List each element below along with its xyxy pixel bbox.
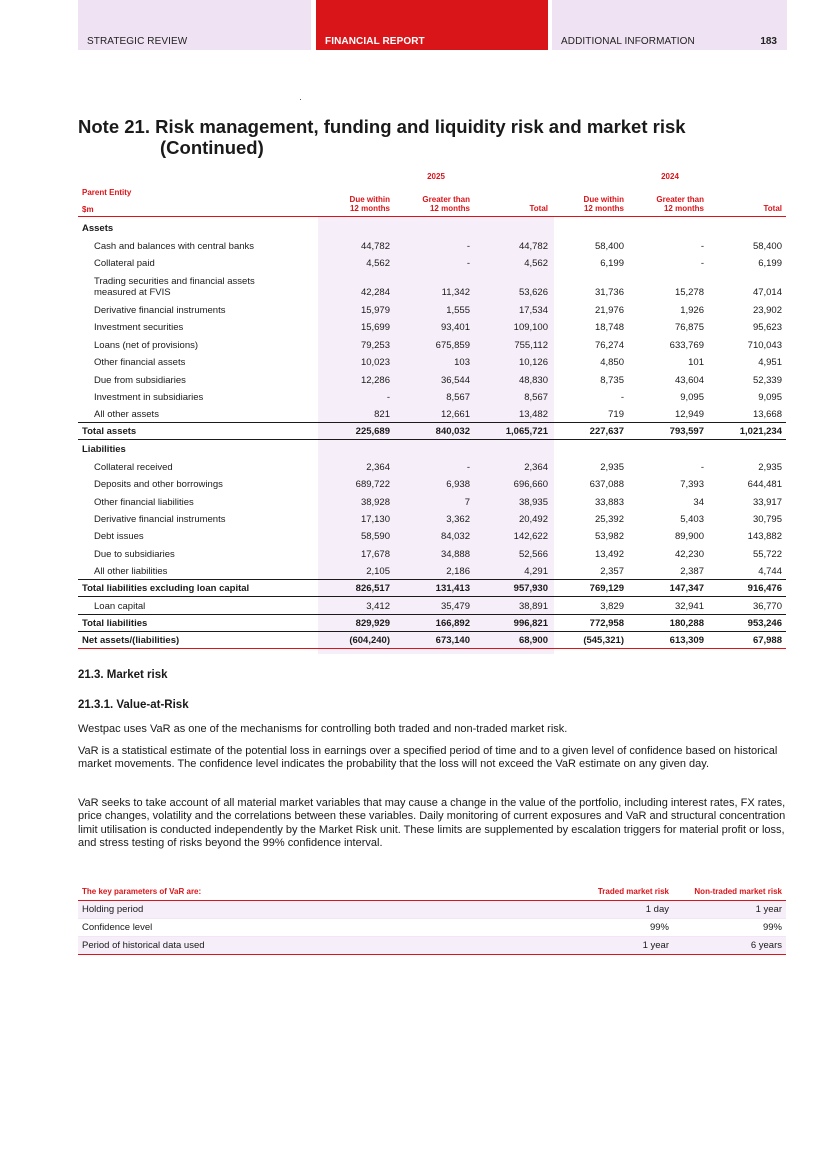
cell: 84,032 bbox=[440, 531, 470, 543]
row-label: Investment securities bbox=[94, 322, 184, 334]
var-header-label: The key parameters of VaR are: bbox=[82, 887, 202, 896]
table-row bbox=[78, 271, 786, 300]
cell: 109,100 bbox=[513, 322, 548, 334]
page-title bbox=[78, 116, 798, 158]
cell: 42,284 bbox=[360, 287, 390, 299]
table-row bbox=[78, 597, 786, 614]
cell: 89,900 bbox=[674, 531, 704, 543]
cell: 15,699 bbox=[360, 322, 390, 334]
col-header-due-within-2024: Due within 12 months bbox=[583, 195, 624, 213]
table-row bbox=[78, 370, 786, 387]
body-paragraph: VaR seeks to take account of all material market variables that may cause a change in the value of the portfolio, including interest rates, FX rates, price changes, volatility and the correlations between these variables. Daily monitoring of current exposures and VaR and structural concentration limit utilisation is conducted independently by the Market Risk unit. These limits are supplemented by escalation triggers for material profit or loss, and stress testing of risks beyond the 99% confidence interval. bbox=[78, 797, 786, 850]
cell: 99% bbox=[649, 922, 669, 933]
cell: 7,393 bbox=[680, 479, 704, 491]
tab-label: FINANCIAL REPORT bbox=[325, 36, 425, 47]
cell: 13,668 bbox=[752, 409, 782, 421]
cell: 3,412 bbox=[366, 601, 390, 613]
table-row bbox=[78, 236, 786, 253]
unit-label: $m bbox=[82, 205, 94, 214]
table-row bbox=[78, 492, 786, 509]
cell: 613,309 bbox=[669, 635, 704, 647]
cell: 47,014 bbox=[752, 287, 782, 299]
cell: 20,492 bbox=[518, 514, 548, 525]
cell: 34 bbox=[693, 496, 704, 508]
row-label: Derivative financial instruments bbox=[94, 304, 226, 316]
cell: 17,534 bbox=[518, 304, 548, 316]
header-rule bbox=[78, 216, 786, 217]
row-label: Period of historical data used bbox=[82, 940, 205, 951]
cell: 30,795 bbox=[752, 514, 782, 525]
total-row bbox=[78, 579, 786, 596]
cell: 12,286 bbox=[360, 374, 390, 386]
cell: - bbox=[620, 391, 624, 403]
table-row bbox=[78, 405, 786, 422]
cell: - bbox=[466, 240, 470, 252]
cell: 48,830 bbox=[518, 374, 548, 386]
cell: 10,023 bbox=[360, 357, 390, 369]
cell: 2,357 bbox=[600, 566, 624, 578]
table-row bbox=[78, 475, 786, 492]
table-row bbox=[78, 527, 786, 544]
cell: 769,129 bbox=[589, 582, 624, 594]
title-line-1: Note 21. Risk management, funding and liquidity risk and market risk bbox=[78, 116, 686, 137]
cell: 147,347 bbox=[669, 582, 704, 594]
cell: 9,095 bbox=[758, 391, 782, 403]
cell: 6,199 bbox=[758, 258, 782, 270]
cell: 2,364 bbox=[524, 461, 548, 473]
cell: 44,782 bbox=[518, 240, 548, 252]
cell: 1,926 bbox=[680, 304, 704, 316]
table-row bbox=[78, 254, 786, 271]
cell: 1,021,234 bbox=[739, 425, 782, 437]
cell: 99% bbox=[762, 922, 782, 933]
cell: 15,979 bbox=[360, 304, 390, 316]
entity-label: Parent Entity bbox=[82, 188, 132, 197]
section-nav bbox=[78, 0, 787, 50]
cell: 9,095 bbox=[680, 391, 704, 403]
cell: 13,492 bbox=[594, 548, 624, 560]
row-label: Net assets/(liabilities) bbox=[82, 635, 180, 647]
table-row bbox=[78, 440, 786, 457]
row-label: Deposits and other borrowings bbox=[94, 479, 223, 491]
net-assets-row bbox=[78, 632, 786, 649]
col-header-total-2025: Total bbox=[529, 203, 548, 213]
cell: 996,821 bbox=[513, 617, 548, 629]
cell: 755,112 bbox=[514, 339, 548, 351]
cell: 2,935 bbox=[600, 461, 624, 473]
cell: 25,392 bbox=[594, 514, 624, 525]
cell: 36,544 bbox=[440, 374, 470, 386]
cell: 710,043 bbox=[747, 339, 782, 351]
cell: 637,088 bbox=[589, 479, 624, 491]
cell: 1 year bbox=[642, 940, 669, 951]
var-parameters-table bbox=[78, 885, 786, 955]
table-row bbox=[78, 937, 786, 955]
cell: 38,891 bbox=[518, 601, 548, 613]
table-row bbox=[78, 919, 786, 937]
table-row bbox=[78, 457, 786, 474]
cell: 52,566 bbox=[518, 548, 548, 560]
balance-table bbox=[78, 219, 786, 649]
cell: 23,902 bbox=[752, 304, 782, 316]
col-header-greater-than-2025: Greater than 12 months bbox=[422, 195, 470, 213]
row-label: Debt issues bbox=[94, 531, 144, 543]
cell: 101 bbox=[688, 357, 704, 369]
cell: (604,240) bbox=[349, 635, 390, 647]
row-label: Collateral paid bbox=[94, 258, 155, 270]
page-number: 183 bbox=[760, 36, 777, 47]
cell: 53,626 bbox=[518, 287, 548, 299]
cell: 953,246 bbox=[747, 617, 782, 629]
section-heading: 21.3. Market risk bbox=[78, 669, 168, 681]
table-row bbox=[78, 300, 786, 317]
cell: 58,400 bbox=[594, 240, 624, 252]
cell: 12,949 bbox=[674, 409, 704, 421]
cell: 675,859 bbox=[435, 339, 470, 351]
cell: 6,938 bbox=[446, 479, 470, 491]
table-row bbox=[78, 562, 786, 579]
table-row bbox=[78, 901, 786, 919]
cell: 31,736 bbox=[594, 287, 624, 299]
cell: 43,604 bbox=[674, 374, 704, 386]
row-label: All other liabilities bbox=[94, 566, 168, 578]
cell: 36,770 bbox=[752, 601, 782, 613]
row-label: Loan capital bbox=[94, 601, 146, 613]
row-label: Collateral received bbox=[94, 461, 173, 473]
cell: 4,291 bbox=[524, 566, 548, 578]
cell: 689,722 bbox=[355, 479, 390, 491]
cell: 143,882 bbox=[747, 531, 782, 543]
cell: 18,748 bbox=[594, 322, 624, 334]
cell: 10,126 bbox=[518, 357, 548, 369]
cell: - bbox=[386, 391, 390, 403]
cell: 8,567 bbox=[524, 391, 548, 403]
cell: 33,917 bbox=[752, 496, 782, 508]
cell: 67,988 bbox=[752, 635, 782, 647]
var-header-traded: Traded market risk bbox=[597, 887, 669, 896]
cell: 166,892 bbox=[435, 617, 470, 629]
cell: (545,321) bbox=[583, 635, 624, 647]
cell: 17,678 bbox=[360, 548, 390, 560]
col-header-due-within-2025: Due within 12 months bbox=[349, 195, 390, 213]
cell: 103 bbox=[454, 357, 470, 369]
cell: 12,661 bbox=[440, 409, 470, 421]
cell: 58,400 bbox=[752, 240, 782, 252]
row-label: All other assets bbox=[94, 409, 159, 421]
cell: 4,951 bbox=[758, 357, 782, 369]
cell: 52,339 bbox=[752, 374, 782, 386]
cell: 33,883 bbox=[594, 496, 624, 508]
row-label: Derivative financial instruments bbox=[94, 514, 226, 525]
cell: - bbox=[466, 258, 470, 270]
cell: 5,403 bbox=[680, 514, 704, 525]
cell: - bbox=[700, 461, 704, 473]
row-label: Confidence level bbox=[82, 922, 153, 933]
table-row bbox=[78, 544, 786, 561]
cell: 34,888 bbox=[440, 548, 470, 560]
cell: 227,637 bbox=[589, 425, 624, 437]
table-row bbox=[78, 510, 786, 527]
table-row bbox=[78, 318, 786, 335]
cell: 6 years bbox=[750, 940, 782, 951]
cell: 793,597 bbox=[669, 425, 704, 437]
total-row bbox=[78, 614, 786, 631]
cell: 3,362 bbox=[446, 514, 470, 525]
cell: 131,413 bbox=[435, 582, 470, 594]
total-row bbox=[78, 422, 786, 439]
cell: 35,479 bbox=[440, 601, 470, 613]
cell: 826,517 bbox=[355, 582, 390, 594]
table-row bbox=[78, 353, 786, 370]
body-paragraph: Westpac uses VaR as one of the mechanisms for controlling both traded and non-traded market risk. bbox=[78, 723, 568, 735]
row-label: Total liabilities excluding loan capital bbox=[82, 582, 250, 594]
row-label: Trading securities and financial assets measured at FVIS bbox=[94, 276, 255, 299]
row-label: Investment in subsidiaries bbox=[94, 391, 204, 403]
row-label: Loans (net of provisions) bbox=[94, 339, 199, 351]
cell: 79,253 bbox=[360, 339, 390, 351]
body-paragraph: VaR is a statistical estimate of the potential loss in earnings over a specified period of time and to a given level of confidence based on historical market movements. The confidence level indicates the probability that the loss will not exceed the VaR estimate on any given day. bbox=[78, 745, 778, 771]
year-header-2025: 2025 bbox=[427, 172, 445, 181]
subsection-heading: 21.3.1. Value-at-Risk bbox=[78, 699, 189, 711]
row-label: Cash and balances with central banks bbox=[94, 240, 255, 252]
cell: 11,342 bbox=[441, 287, 470, 299]
cell: 2,105 bbox=[366, 566, 390, 578]
cell: 840,032 bbox=[435, 425, 470, 437]
tab-label: ADDITIONAL INFORMATION bbox=[561, 36, 695, 47]
cell: 13,482 bbox=[518, 409, 548, 421]
row-label: Other financial liabilities bbox=[94, 496, 194, 508]
cell: 2,387 bbox=[680, 566, 704, 578]
cell: - bbox=[700, 258, 704, 270]
cell: 8,735 bbox=[600, 374, 624, 386]
cell: 633,769 bbox=[669, 339, 704, 351]
cell: 1,065,721 bbox=[505, 425, 548, 437]
row-label: Total assets bbox=[82, 425, 137, 437]
table-row bbox=[78, 219, 786, 236]
row-label: Due from subsidiaries bbox=[94, 374, 186, 386]
title-line-2: (Continued) bbox=[160, 137, 264, 158]
row-label: Other financial assets bbox=[94, 357, 186, 369]
cell: 53,982 bbox=[594, 531, 624, 543]
cell: 957,930 bbox=[513, 582, 548, 594]
var-header-non-traded: Non-traded market risk bbox=[694, 887, 782, 896]
tab-financial-report[interactable] bbox=[316, 0, 548, 50]
cell: 38,935 bbox=[518, 496, 548, 508]
row-label: Holding period bbox=[82, 904, 144, 915]
cell: 772,958 bbox=[589, 617, 624, 629]
cell: 4,744 bbox=[758, 566, 782, 578]
cell: 719 bbox=[608, 409, 624, 421]
cell: 95,623 bbox=[752, 322, 782, 334]
cell: 2,186 bbox=[446, 566, 470, 578]
row-label: Liabilities bbox=[82, 444, 126, 456]
col-header-greater-than-2024: Greater than 12 months bbox=[656, 195, 704, 213]
cell: 180,288 bbox=[669, 617, 704, 629]
row-label: Assets bbox=[82, 223, 114, 235]
cell: 829,929 bbox=[355, 617, 390, 629]
year-header-2024: 2024 bbox=[661, 172, 679, 181]
cell: 4,562 bbox=[366, 258, 390, 270]
table-row bbox=[78, 388, 786, 405]
cell: 42,230 bbox=[674, 548, 704, 560]
cell: 673,140 bbox=[435, 635, 470, 647]
stray-mark bbox=[300, 99, 301, 100]
cell: 1,555 bbox=[446, 304, 470, 316]
cell: 821 bbox=[374, 409, 390, 421]
cell: 4,850 bbox=[600, 357, 624, 369]
cell: 44,782 bbox=[360, 240, 390, 252]
cell: 1 day bbox=[645, 904, 669, 915]
cell: 76,274 bbox=[594, 339, 624, 351]
cell: 21,976 bbox=[594, 304, 624, 316]
cell: 644,481 bbox=[747, 479, 782, 491]
cell: 32,941 bbox=[674, 601, 704, 613]
cell: 38,928 bbox=[360, 496, 390, 508]
cell: 55,722 bbox=[752, 548, 782, 560]
cell: 8,567 bbox=[446, 391, 470, 403]
cell: 1 year bbox=[755, 904, 782, 915]
cell: 2,935 bbox=[758, 461, 782, 473]
var-table-header bbox=[78, 885, 786, 901]
cell: 58,590 bbox=[360, 531, 390, 543]
cell: 15,278 bbox=[674, 287, 704, 299]
tab-strategic-review[interactable] bbox=[78, 0, 311, 50]
cell: 7 bbox=[464, 496, 470, 508]
cell: 76,875 bbox=[674, 322, 704, 334]
cell: 17,130 bbox=[360, 514, 390, 525]
cell: 142,622 bbox=[513, 531, 548, 543]
cell: 93,401 bbox=[440, 322, 470, 334]
cell: 4,562 bbox=[524, 258, 548, 270]
cell: 3,829 bbox=[600, 601, 624, 613]
tab-label: STRATEGIC REVIEW bbox=[87, 36, 188, 47]
tab-additional-information[interactable] bbox=[552, 0, 787, 50]
cell: - bbox=[466, 461, 470, 473]
row-label: Due to subsidiaries bbox=[94, 548, 175, 560]
row-label: Total liabilities bbox=[82, 617, 148, 629]
cell: 696,660 bbox=[513, 479, 548, 491]
cell: 6,199 bbox=[600, 258, 624, 270]
cell: 2,364 bbox=[366, 461, 390, 473]
cell: 68,900 bbox=[518, 635, 548, 647]
table-row bbox=[78, 335, 786, 352]
cell: 916,476 bbox=[747, 582, 782, 594]
col-header-total-2024: Total bbox=[763, 203, 782, 213]
cell: 225,689 bbox=[355, 425, 390, 437]
cell: - bbox=[700, 240, 704, 252]
